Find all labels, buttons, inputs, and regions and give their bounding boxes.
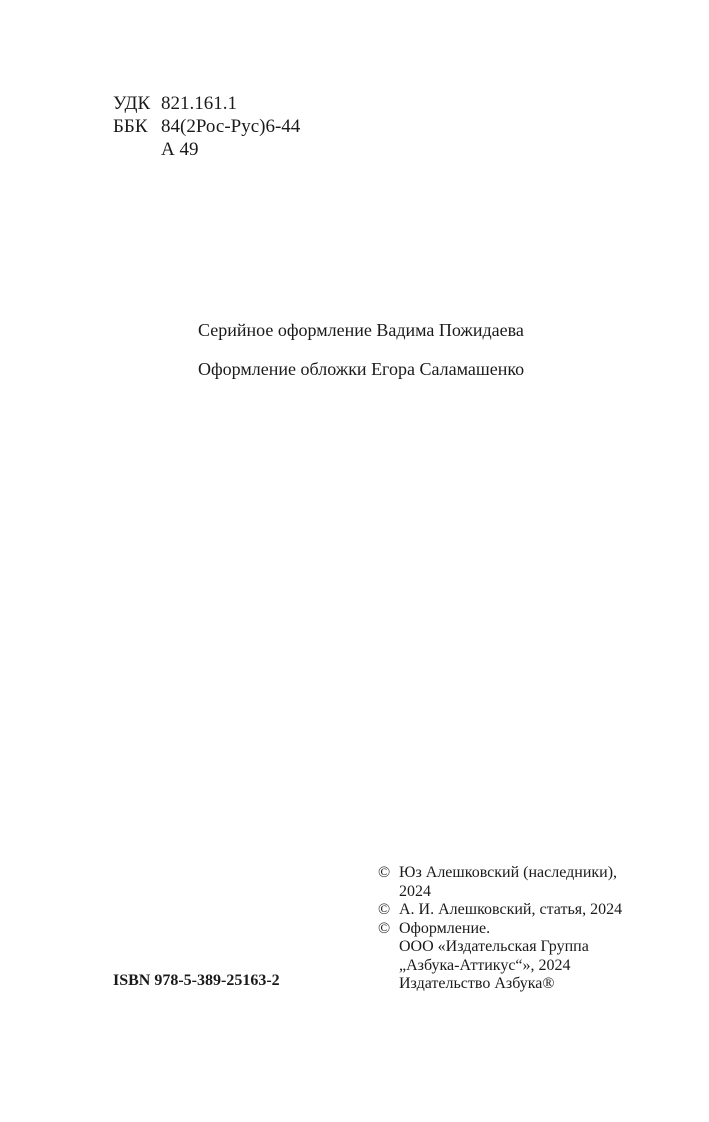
classification-block — [113, 92, 300, 161]
copyright-text — [399, 920, 678, 994]
copyright-line: Оформление. — [399, 919, 491, 937]
bbk-value: 84(2Рос-Рус)6-44 — [161, 116, 301, 137]
copyright-sign: © — [378, 919, 391, 937]
udk-row — [113, 92, 300, 115]
copyright-line: „Азбука-Аттикус“», 2024 — [399, 956, 571, 974]
copyright-notice — [378, 920, 678, 994]
author-mark-row — [113, 138, 300, 161]
udk-value: 821.161.1 — [161, 93, 237, 114]
bbk-row — [113, 115, 300, 138]
copyright-text — [399, 864, 678, 901]
copyright-sign: © — [378, 901, 391, 918]
copyright-line: 2024 — [399, 882, 431, 900]
udk-label: УДК — [113, 93, 151, 114]
bbk-label: ББК — [113, 116, 148, 137]
cover-design-credit: Оформление обложки Егора Саламашенко — [198, 359, 525, 379]
copyright-line: А. И. Алешковский, статья, 2024 — [399, 901, 623, 918]
author-mark: А 49 — [161, 139, 199, 160]
copyright-text — [399, 901, 678, 920]
series-design-credit: Серийное оформление Вадима Пожидаева — [198, 320, 524, 340]
isbn: ISBN 978-5-389-25163-2 — [113, 972, 280, 989]
copyright-line: ООО «Издательская Группа — [399, 938, 589, 955]
copyright-notice — [378, 901, 678, 920]
copyright-line: Юз Алешковский (наследники), — [399, 864, 618, 881]
copyright-notices — [378, 864, 678, 994]
copyright-line: Издательство Азбука® — [399, 975, 555, 992]
copyright-sign: © — [378, 864, 391, 881]
copyright-notice — [378, 864, 678, 901]
